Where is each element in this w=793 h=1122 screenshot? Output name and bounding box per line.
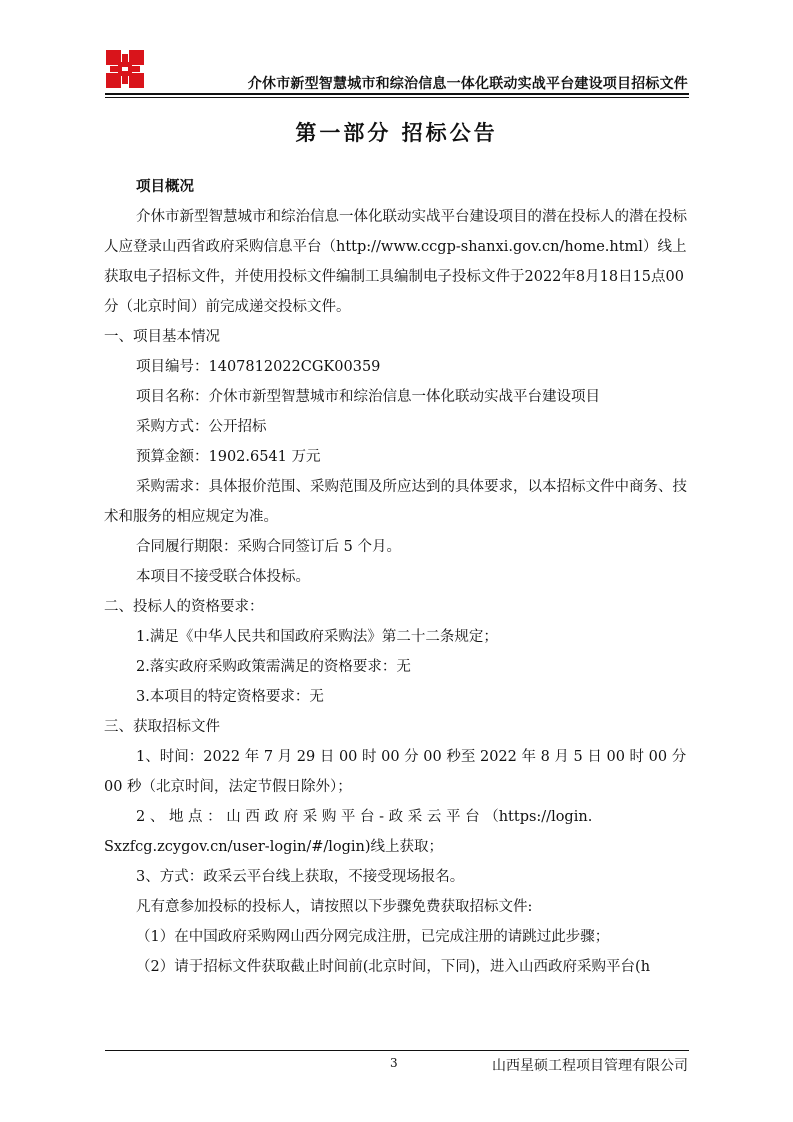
project-name: 项目名称：介休市新型智慧城市和综治信息一体化联动实战平台建设项目 [136,389,600,405]
acquisition-time: 1、时间：2022 年 7 月 29 日 00 时 00 分 00 秒至 2022 年 8 月 5 日 00 时 00 分 00 秒（北京时间，法定节假日除外）； [104,749,687,795]
acquisition-step: （1）在中国政府采购网山西分网完成注册，已完成注册的请跳过此步骤； [136,929,610,945]
qualification-item: 2.落实政府采购政策需满足的资格要求：无 [136,659,411,675]
overview-text: 介休市新型智慧城市和综治信息一体化联动实战平台建设项目的潜在投标人的潜在投标人应登录山西省政府采购信息平台（http://www.ccgp-shanxi.gov.cn/home.html）线上获取电子招标文件，并使用投标文件编制工具编制电子投标文件于2022年8月18日15点00分（北京时间）前完成递交投标文件。 [104,209,687,315]
section1-heading: 一、项目基本情况 [104,329,220,345]
consortium-note: 本项目不接受联合体投标。 [136,569,310,585]
acquisition-step: （2）请于招标文件获取截止时间前(北京时间，下同)，进入山西政府采购平台(h [136,959,651,975]
budget-amount: 预算金额：1902.6541 万元 [136,449,321,465]
acquisition-place-line2: Sxzfcg.zcygov.cn/user-login/#/login)线上获取； [104,839,444,855]
header-divider-thin [105,97,689,98]
qualification-item: 3.本项目的特定资格要求：无 [136,689,324,705]
footer-divider [105,1050,689,1051]
page-number: 3 [390,1056,398,1070]
project-number: 项目编号：1407812022CGK00359 [136,359,381,375]
company-logo-icon [106,50,144,88]
header-divider [105,93,689,95]
section2-heading: 二、投标人的资格要求： [104,599,264,615]
header-title: 介休市新型智慧城市和综治信息一体化联动实战平台建设项目招标文件 [247,76,688,92]
acquisition-intro: 凡有意参加投标的投标人，请按照以下步骤免费获取招标文件: [136,899,533,915]
procurement-method: 采购方式：公开招标 [136,419,267,435]
contract-period: 合同履行期限：采购合同签订后 5 个月。 [136,539,401,555]
section3-heading: 三、获取招标文件 [104,719,220,735]
document-title: 第一部分 招标公告 [295,121,498,145]
footer-company: 山西星硕工程项目管理有限公司 [492,1058,688,1074]
acquisition-place-line1: 2 、 地 点 ： 山 西 政 府 采 购 平 台 - 政 采 云 平 台 （https://login. [136,809,593,825]
qualification-item: 1.满足《中华人民共和国政府采购法》第二十二条规定； [136,629,498,645]
document-body [104,172,694,982]
acquisition-method: 3、方式：政采云平台线上获取，不接受现场报名。 [136,869,465,885]
overview-heading: 项目概况 [136,178,194,195]
procurement-demand: 采购需求：具体报价范围、采购范围及所应达到的具体要求，以本招标文件中商务、技术和服务的相应规定为准。 [104,479,687,525]
